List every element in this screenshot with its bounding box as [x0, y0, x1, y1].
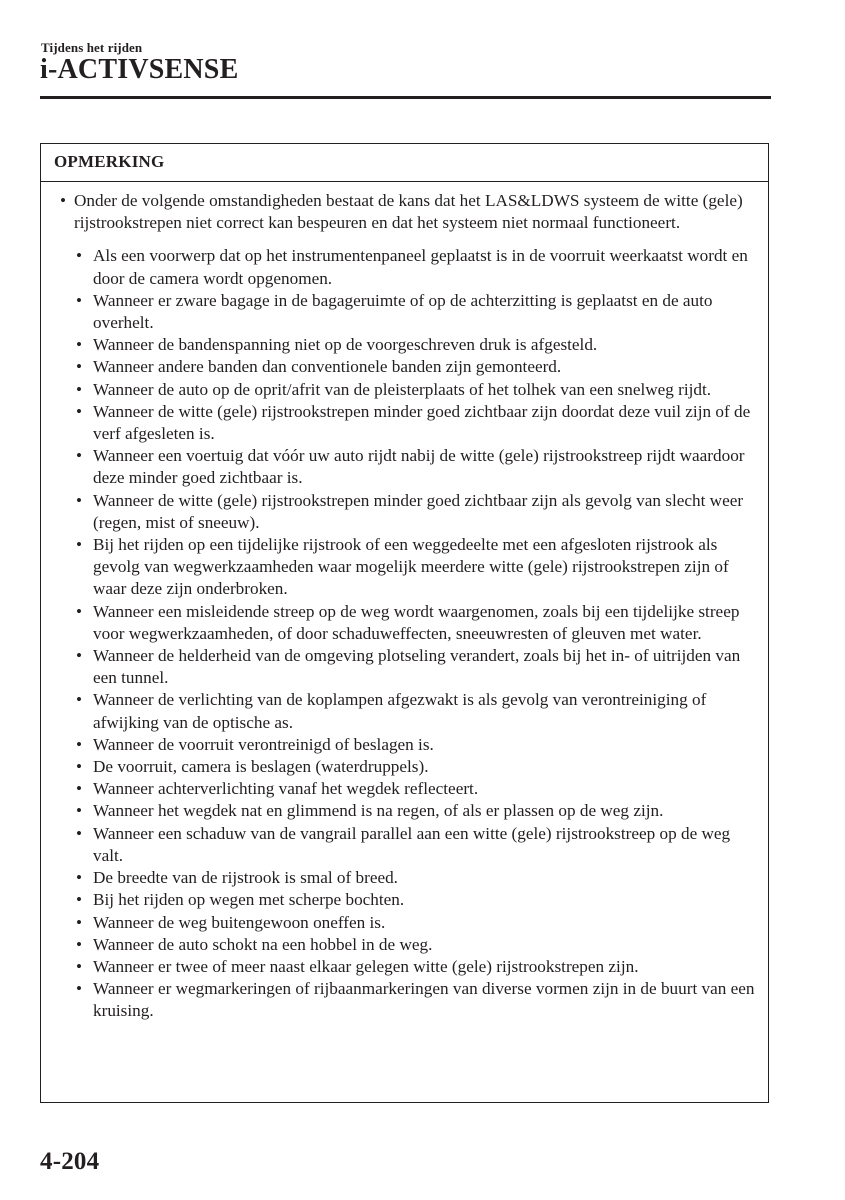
list-item [75, 334, 756, 356]
bullet-icon: • [75, 757, 83, 777]
list-item [75, 912, 756, 934]
list-item-text: Wanneer de helderheid van de omgeving plotseling verandert, zoals bij het in- of uitrijden van een tunnel. [93, 646, 741, 688]
bullet-icon: • [75, 290, 83, 310]
bullet-icon: • [75, 801, 83, 821]
conditions-list [57, 245, 756, 1022]
list-item-text: Wanneer het wegdek nat en glimmend is na regen, of als er plassen op de weg zijn. [93, 801, 664, 821]
bullet-icon: • [75, 246, 83, 266]
list-item [75, 245, 756, 289]
list-item [75, 401, 756, 445]
section-label: Tijdens het rijden [41, 40, 143, 55]
list-item-text: Wanneer een misleidende streep op de weg wordt waargenomen, zoals bij een tijdelijke streep voor wegwerkzaamheden, of door schaduweffecten, sneeuwresten of gleuven met water. [93, 601, 740, 643]
page-number: 4-204 [40, 1148, 100, 1175]
bullet-icon: • [75, 734, 83, 754]
list-item-text: Wanneer de voorruit verontreinigd of beslagen is. [93, 734, 434, 754]
bullet-icon: • [75, 979, 83, 999]
bullet-icon: • [75, 690, 83, 710]
bullet-icon: • [75, 934, 83, 954]
list-item [75, 490, 756, 534]
list-item-text: De voorruit, camera is beslagen (waterdruppels). [93, 757, 429, 777]
list-item-text: Wanneer er twee of meer naast elkaar gelegen witte (gele) rijstrookstrepen zijn. [93, 956, 639, 976]
bullet-icon: • [75, 535, 83, 555]
bullet-icon: • [75, 646, 83, 666]
list-item [75, 800, 756, 822]
bullet-icon: • [75, 401, 83, 421]
list-item-text: De breedte van de rijstrook is smal of breed. [93, 868, 398, 888]
note-box [40, 143, 769, 1103]
list-item [75, 867, 756, 889]
note-heading: OPMERKING [41, 144, 768, 182]
list-item-text: Wanneer de witte (gele) rijstrookstrepen minder goed zichtbaar zijn doordat deze vuil zijn of de verf afgesleten is. [93, 401, 751, 444]
list-item [75, 290, 756, 334]
bullet-icon: • [75, 446, 83, 466]
bullet-icon: • [59, 191, 67, 210]
list-item-text: Wanneer de bandenspanning niet op de voorgeschreven druk is afgesteld. [93, 335, 598, 355]
bullet-icon: • [75, 357, 83, 377]
list-item [75, 889, 756, 911]
note-intro-item [57, 190, 756, 234]
list-item-text: Als een voorwerp dat op het instrumentenpaneel geplaatst is in de voorruit weerkaatst wordt en door de camera wordt opgenomen. [93, 246, 748, 288]
list-item [75, 379, 756, 401]
note-body [41, 182, 768, 1023]
list-item-text: Wanneer er wegmarkeringen of rijbaanmarkeringen van diverse vormen zijn in de buurt van een kruising. [93, 979, 755, 1021]
list-item-text: Wanneer er zware bagage in de bagageruimte of op de achterzitting is geplaatst en de auto overhelt. [93, 290, 713, 333]
list-item [75, 445, 756, 489]
bullet-icon: • [75, 490, 83, 510]
bullet-icon: • [75, 890, 83, 910]
bullet-icon: • [75, 868, 83, 888]
list-item-text: Wanneer de weg buitengewoon oneffen is. [93, 912, 386, 932]
list-item-text: Wanneer de verlichting van de koplampen afgezwakt is als gevolg van verontreiniging of afwijking van de optische as. [93, 690, 707, 732]
list-item [75, 601, 756, 645]
list-item-text: Wanneer een schaduw van de vangrail parallel aan een witte (gele) rijstrookstreep op de weg valt. [93, 823, 731, 865]
bullet-icon: • [75, 823, 83, 843]
bullet-icon: • [75, 335, 83, 355]
list-item-text: Bij het rijden op een tijdelijke rijstrook of een weggedeelte met een afgesloten rijstrook als gevolg van wegwerkzaamheden waar mogelijk meerdere witte (gele) rijstrookstrepen zijn of waar deze zijn onderbroken. [93, 535, 729, 599]
list-item [75, 756, 756, 778]
list-item [75, 356, 756, 378]
list-item [75, 823, 756, 867]
list-item [75, 689, 756, 733]
list-item [75, 778, 756, 800]
list-item [75, 734, 756, 756]
note-intro-text: Onder de volgende omstandigheden bestaat de kans dat het LAS&LDWS systeem de witte (gele) rijstrookstrepen niet correct kan bespeuren en dat het systeem niet normaal functioneert. [74, 191, 743, 233]
list-item [75, 534, 756, 601]
bullet-icon: • [75, 379, 83, 399]
list-item [75, 978, 756, 1022]
list-item [75, 645, 756, 689]
list-item [75, 956, 756, 978]
title-divider [40, 96, 771, 99]
chapter-title: i-ACTIVSENSE [40, 54, 239, 85]
list-item [75, 934, 756, 956]
list-item-text: Wanneer achterverlichting vanaf het wegdek reflecteert. [93, 779, 479, 799]
bullet-icon: • [75, 779, 83, 799]
list-item-text: Wanneer de auto schokt na een hobbel in de weg. [93, 934, 433, 954]
bullet-icon: • [75, 601, 83, 621]
list-item-text: Wanneer de witte (gele) rijstrookstrepen minder goed zichtbaar zijn als gevolg van slecht weer (regen, mist of sneeuw). [93, 490, 744, 532]
list-item-text: Bij het rijden op wegen met scherpe bochten. [93, 890, 405, 910]
bullet-icon: • [75, 956, 83, 976]
list-item-text: Wanneer andere banden dan conventionele banden zijn gemonteerd. [93, 357, 562, 377]
list-item-text: Wanneer de auto op de oprit/afrit van de pleisterplaats of het tolhek van een snelweg rijdt. [93, 379, 712, 399]
list-item-text: Wanneer een voertuig dat vóór uw auto rijdt nabij de witte (gele) rijstrookstreep rijdt waardoor deze minder goed zichtbaar is. [93, 446, 745, 488]
bullet-icon: • [75, 912, 83, 932]
